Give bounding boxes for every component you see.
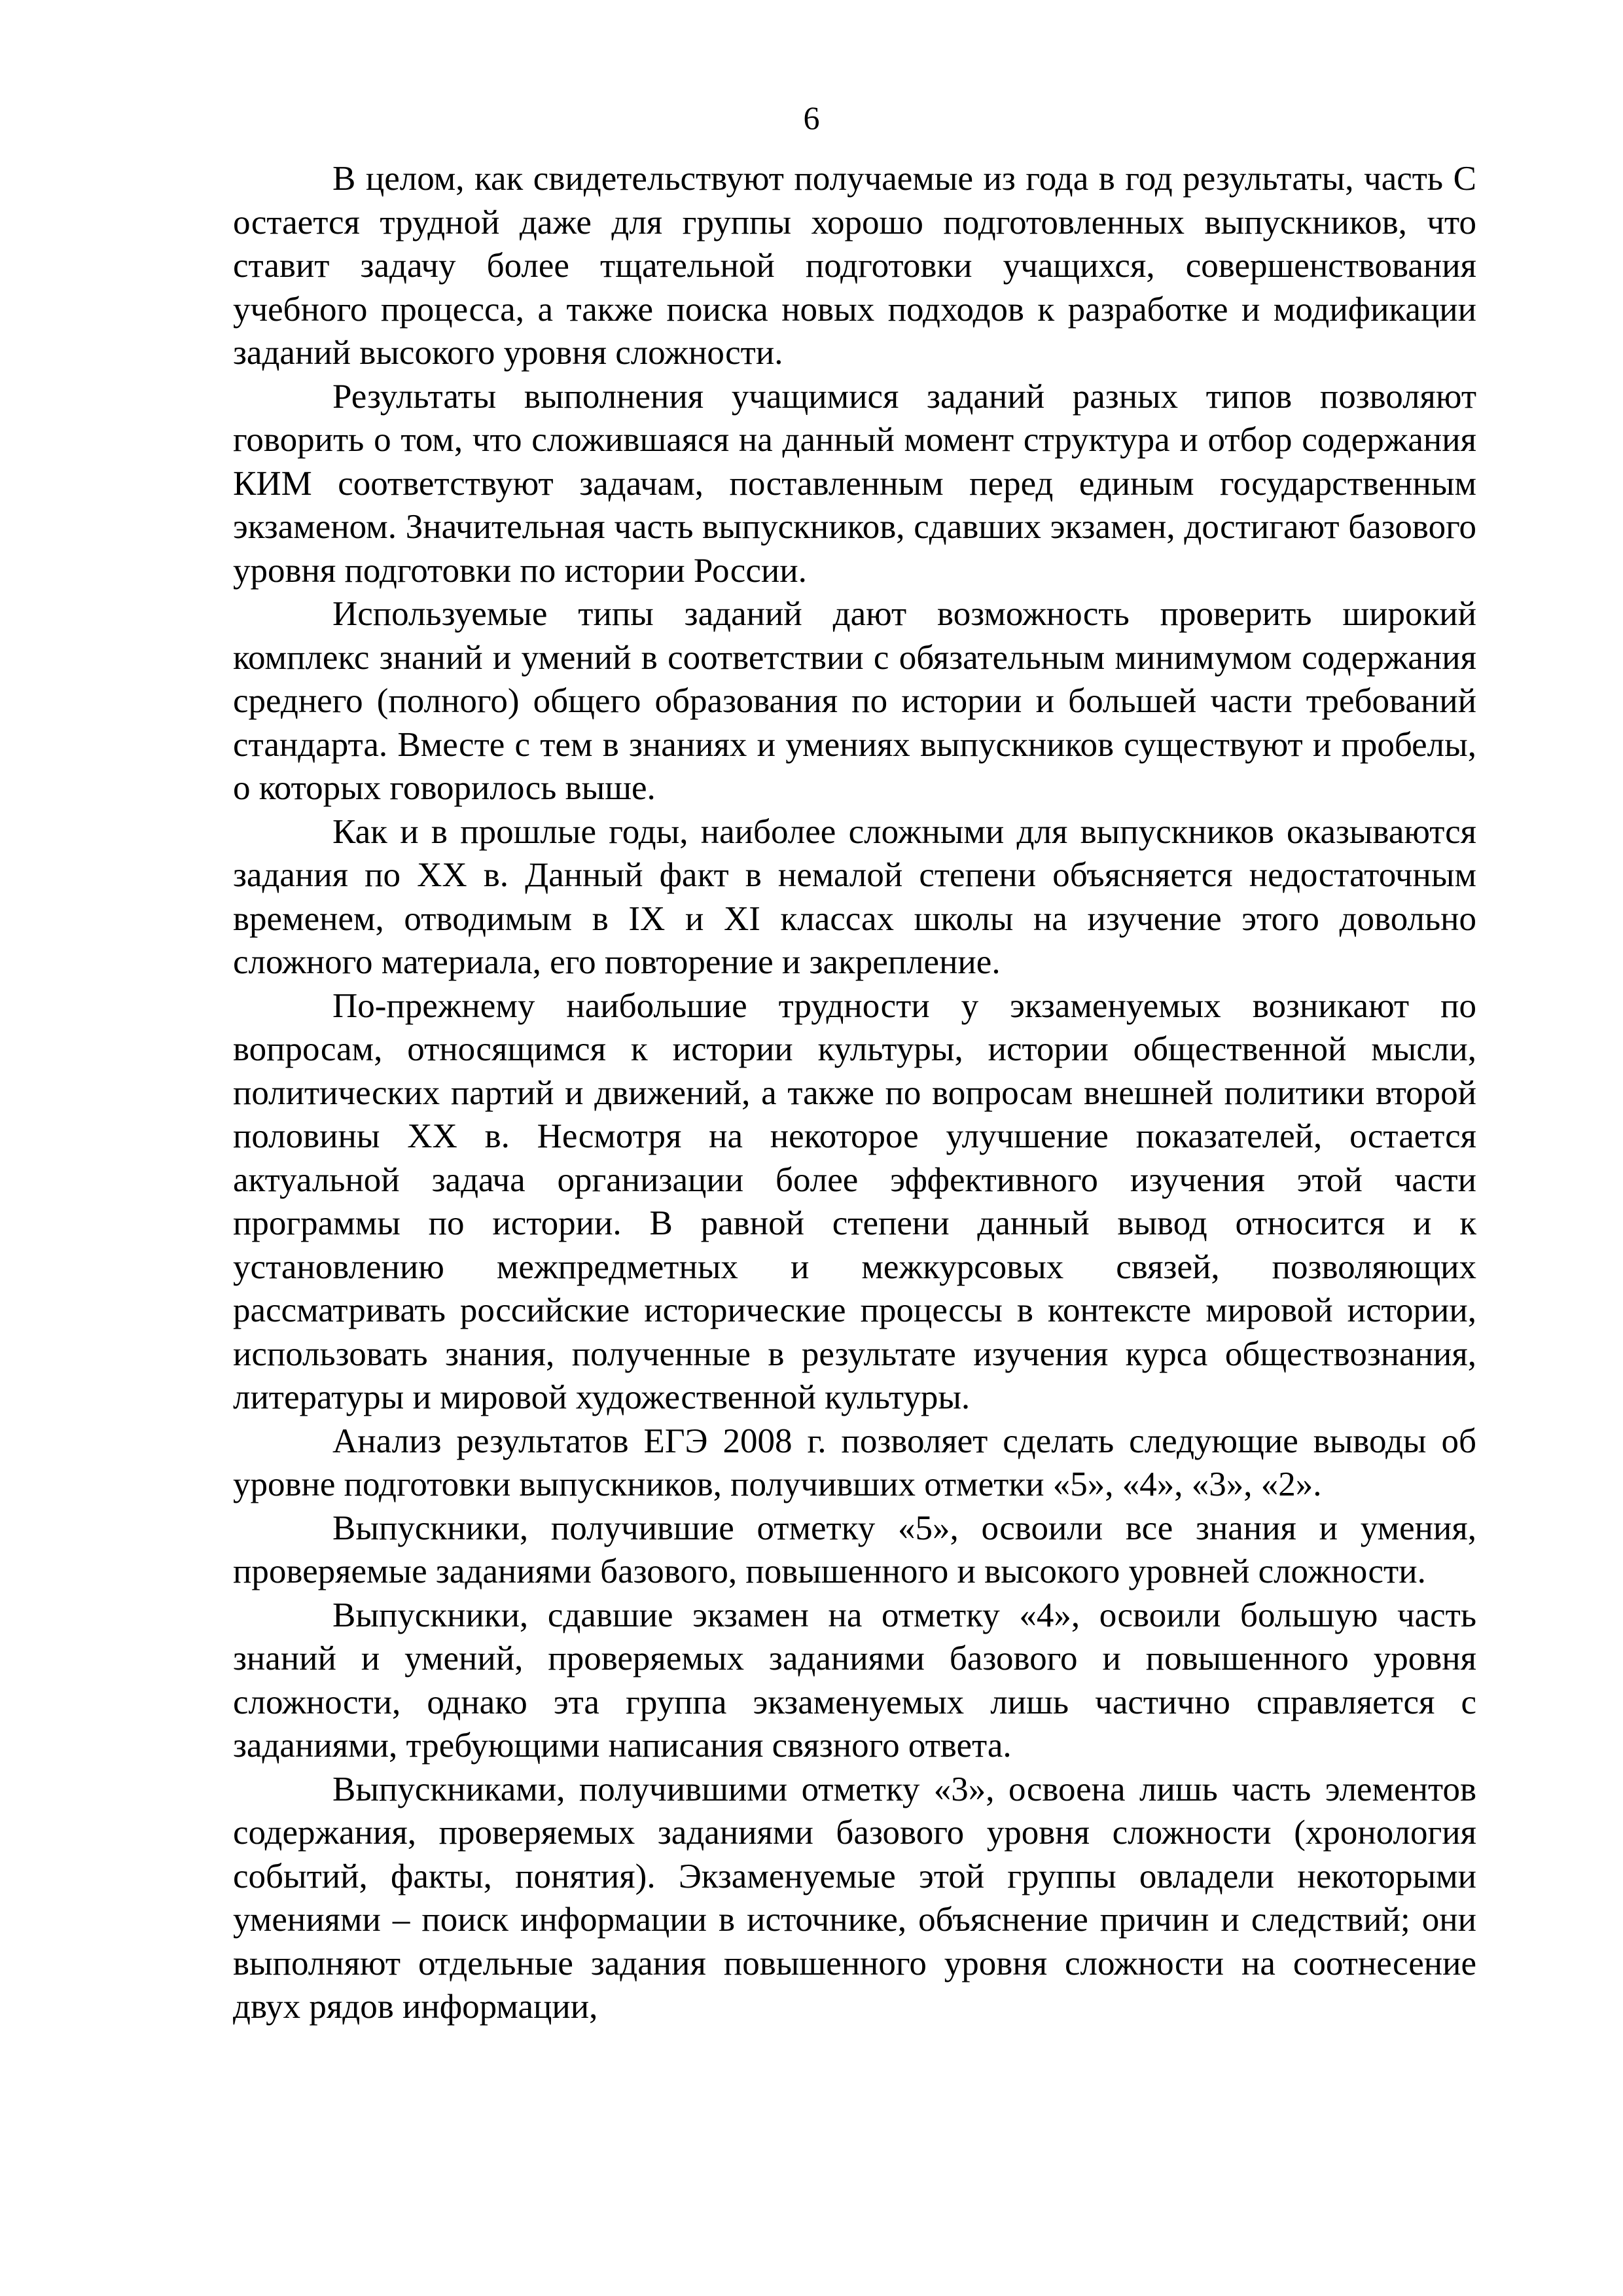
document-body (233, 157, 1476, 2029)
page-number: 6 (803, 99, 820, 136)
paragraph: В целом, как свидетельствуют получаемые из года в год результаты, часть С остается трудной даже для группы хорошо подготовленных выпускников, что ставит задачу более тщательной подготовки учащихся, совершенствования учебного процесса, а также поиска новых подходов к разработке и модификации заданий высокого уровня сложности. (233, 160, 1476, 372)
paragraph: Как и в прошлые годы, наиболее сложными для выпускников оказываются задания по XX в. Данный факт в немалой степени объясняется недостаточным временем, отводимым в IX и XI классах школы на изучение этого довольно сложного материала, его повторение и закрепление. (233, 812, 1476, 981)
paragraph: Выпускники, получившие отметку «5», освоили все знания и умения, проверяемые заданиями базового, повышенного и высокого уровней сложности. (233, 1509, 1476, 1590)
paragraph: Используемые типы заданий дают возможность проверить широкий комплекс знаний и умений в соответствии с обязательным минимумом содержания среднего (полного) общего образования по истории и большей части требований стандарта. Вместе с тем в знаниях и умениях выпускников существуют и пробелы, о которых говорилось выше. (233, 595, 1476, 807)
paragraph: Результаты выполнения учащимися заданий разных типов позволяют говорить о том, что сложившаяся на данный момент структура и отбор содержания КИМ соответствуют задачам, поставленным перед единым государственным экзаменом. Значительная часть выпускников, сдавших экзамен, достигают базового уровня подготовки по истории России. (233, 377, 1476, 590)
paragraph: Анализ результатов ЕГЭ 2008 г. позволяет сделать следующие выводы об уровне подготовки выпускников, получивших отметки «5», «4», «3», «2». (233, 1422, 1476, 1503)
paragraph: По-прежнему наибольшие трудности у экзаменуемых возникают по вопросам, относящимся к истории культуры, истории общественной мысли, политических партий и движений, а также по вопросам внешней политики второй половины XX в. Несмотря на некоторое улучшение показателей, остается актуальной задача организации более эффективного изучения этой части программы по истории. В равной степени данный вывод относится и к установлению межпредметных и межкурсовых связей, позволяющих рассматривать российские исторические процессы в контексте мировой истории, использовать знания, полученные в результате изучения курса обществознания, литературы и мировой художественной культуры. (233, 986, 1476, 1416)
paragraph: Выпускниками, получившими отметку «3», освоена лишь часть элементов содержания, проверяемых заданиями базового уровня сложности (хронология событий, факты, понятия). Экзаменуемые этой группы овладели некоторыми умениями – поиск информации в источнике, объяснение причин и следствий; они выполняют отдельные задания повышенного уровня сложности на соотнесение двух рядов информации, (233, 1770, 1476, 2026)
paragraph: Выпускники, сдавшие экзамен на отметку «4», освоили большую часть знаний и умений, проверяемых заданиями базового и повышенного уровня сложности, однако эта группа экзаменуемых лишь частично справляется с заданиями, требующими написания связного ответа. (233, 1596, 1476, 1765)
